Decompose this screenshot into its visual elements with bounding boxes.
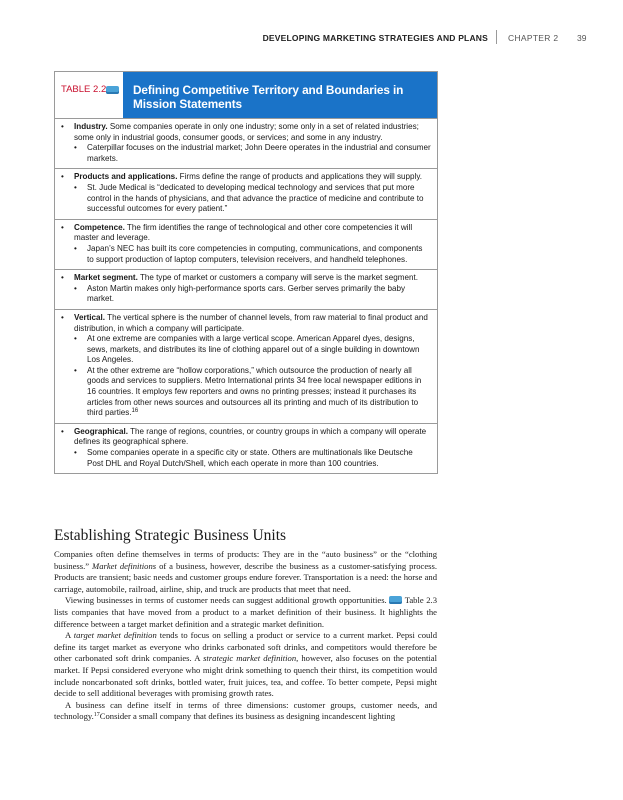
row-example: Aston Martin makes only high-performance sports cars. Gerber serves primarily the baby market. (87, 283, 406, 304)
table-header (55, 72, 437, 118)
bullet-icon: • (74, 182, 77, 192)
row-text: The vertical sphere is the number of channel levels, from raw material to final product and distribution, in which a company will participate. (74, 312, 428, 333)
paragraph: A business can define itself in terms of three dimensions: customer groups, customer needs, and technology.$^{17}$Consider a small company that defines its business as designing incandescent lighting (54, 699, 437, 722)
row-term: Competence. (74, 222, 125, 232)
bullet-icon: • (61, 172, 64, 182)
row-example: Some companies operate in a specific city or state. Others are multinationals like Deutsche Post DHL and Royal Dutch/Shell, which each operate in more than 100 countries. (87, 448, 413, 468)
table-row-competence (55, 219, 437, 269)
paragraph: A target market definition tends to focus on selling a product or service to a current market. Pepsi could define its target market as everyone who drinks carbonated soft drinks, and competitors would therefore be other carbonated soft drink companies. A strategic market definition, however, also focuses on the potential market. If Pepsi considered everyone who might drink something to quench their thirst, its competition would include noncarbonated soft drinks, bottled water, fruit juices, tea, and coffee. To better compete, Pepsi might decide to sell additional beverages with promising growth rates. (54, 630, 437, 699)
row-example: At one extreme are companies with a large vertical scope. American Apparel dyes, designs, sews, markets, and distributes its line of clothing apparel out of a single building in downtown Los Angeles. (87, 334, 420, 365)
table-row-market-segment (55, 269, 437, 309)
bullet-icon: • (74, 243, 77, 253)
key-term: strategic market definition (203, 653, 297, 664)
header-divider (496, 30, 497, 44)
row-term: Geographical. (74, 426, 128, 436)
row-text: Some companies operate in only one industry; some only in a set of related industries; some only in industrial goods, consumer goods, or services; and some in any industry. (74, 122, 419, 142)
table-row-industry (55, 118, 437, 168)
paragraph: Companies often define themselves in terms of products: They are in the “auto business” or the “clothing business.” Market definitions of a business, however, describe the business as a customer-satisfying process. Products are transient; basic needs and customer groups endure forever. Transportation is a need: the horse and carriage, automobile, railroad, airline, ship, and truck are products that meet that need. (54, 549, 437, 594)
row-term: Vertical. (74, 312, 106, 322)
table-row-geographical (55, 423, 437, 473)
bullet-icon: • (74, 365, 77, 375)
row-example: St. Jude Medical is “dedicated to developing medical technology and services that put more control in the hands of physicians, and that advance the practice of medicine and contribute to successful outcomes for every patient.” (87, 182, 424, 214)
media-link-icon[interactable] (106, 86, 119, 94)
bullet-icon: • (74, 283, 77, 293)
table-label-cell (55, 72, 123, 118)
row-example: Japan’s NEC has built its core competencies in computing, communications, and components to support production of laptop computers, television receivers, and handheld telephones. (87, 243, 423, 264)
bullet-icon: • (74, 448, 77, 458)
bullet-icon: • (61, 273, 64, 283)
section-heading: Establishing Strategic Business Units (54, 527, 287, 544)
table-row-vertical (55, 309, 437, 423)
bullet-icon: • (61, 222, 64, 232)
row-example: Caterpillar focuses on the industrial market; John Deere operates in the industrial and consumer markets. (87, 143, 431, 163)
row-text: The firm identifies the range of technological and other core competencies it will master and leverage. (74, 222, 413, 243)
running-header (0, 33, 623, 47)
bullet-icon: • (74, 143, 77, 153)
page-number: 39 (577, 33, 587, 43)
body-text (54, 549, 437, 723)
row-text: The type of market or customers a company will serve is the market segment. (137, 273, 418, 283)
table-row-products (55, 168, 437, 218)
bullet-icon: • (61, 312, 64, 322)
key-term: Market definitions (92, 560, 157, 571)
row-term: Industry. (74, 122, 108, 131)
footnote-ref[interactable]: 16 (131, 408, 139, 415)
bullet-icon: • (74, 334, 77, 344)
table-2-2 (54, 71, 438, 474)
bullet-icon: • (61, 122, 64, 131)
key-term: target market definition (73, 630, 157, 641)
running-title: DEVELOPING MARKETING STRATEGIES AND PLANS (262, 33, 488, 43)
bullet-icon: • (61, 426, 64, 436)
row-term: Products and applications. (74, 172, 178, 182)
table-label: TABLE 2.2 (61, 84, 107, 95)
footnote-ref[interactable]: 17 (93, 712, 100, 719)
chapter-label: CHAPTER 2 (508, 33, 559, 43)
table-title: Defining Competitive Territory and Boundaries in Mission Statements (123, 72, 437, 118)
row-term: Market segment. (74, 273, 138, 283)
media-link-icon[interactable] (389, 596, 402, 604)
row-text: Firms define the range of products and applications they will supply. (177, 172, 423, 182)
row-text: The range of regions, countries, or country groups in which a company will operate defines its geographical sphere. (74, 426, 427, 447)
paragraph: Viewing businesses in terms of customer needs can suggest additional growth opportunities. Table 2.3 lists companies that have moved from a product to a market definition of their business. It highlights the difference between a target market definition and a strategic market definition. (54, 595, 437, 629)
row-example: At the other extreme are “hollow corporations,” which outsource the production of nearly all goods and services to suppliers. Metro International prints 34 free local newspaper editions in 16 countries. It employs few reporters and owns no printing presses; instead it purchases its articles from other news sources and outsources all its printing and much of its distribution to third parties. (87, 365, 422, 418)
